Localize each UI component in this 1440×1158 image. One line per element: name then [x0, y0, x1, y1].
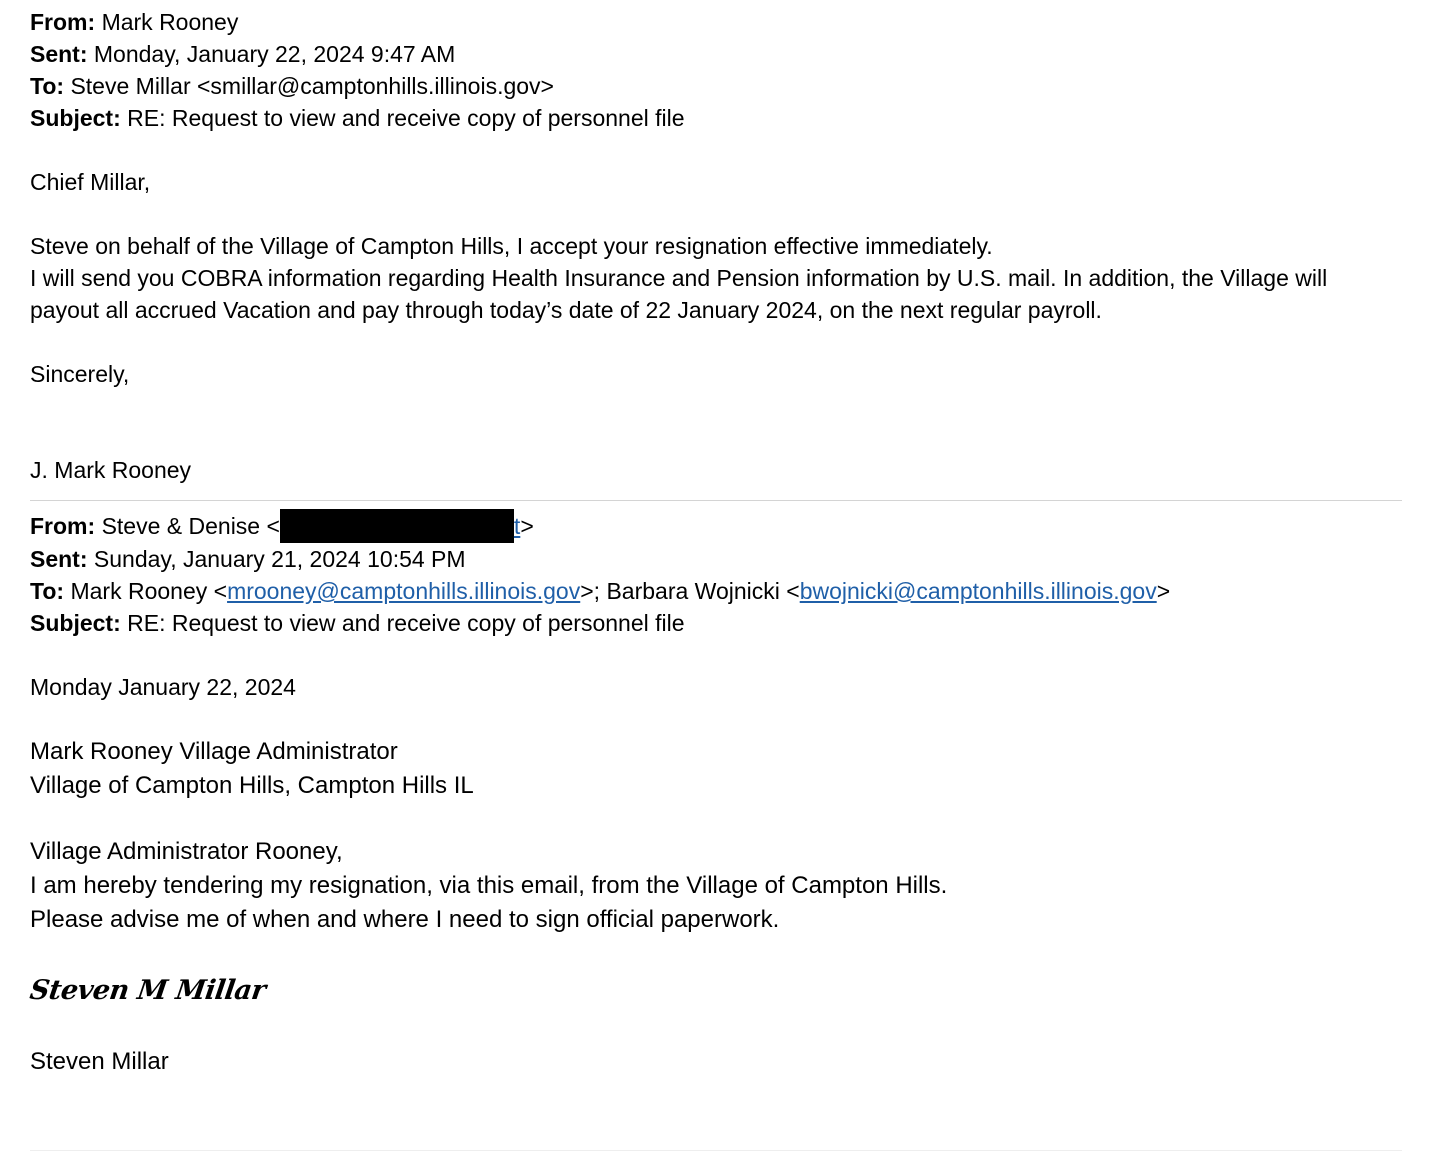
- email2-body-line-1: I am hereby tendering my resignation, via this email, from the Village of Campton Hills.: [30, 872, 948, 899]
- email1-paragraph-2: I will send you COBRA information regarding Health Insurance and Pension information by U.S. mail. In addition, the Village will payout all accrued Vacation and pay through today’s date of 22 January 2024, on the next regular payroll.: [30, 265, 1328, 323]
- addressee-line-1: Mark Rooney Village Administrator: [30, 738, 398, 765]
- email1-paragraph-1: Steve on behalf of the Village of Campton Hills, I accept your resignation effective immediately.: [30, 233, 993, 259]
- subject-value: RE: Request to view and receive copy of personnel file: [127, 105, 685, 131]
- from-close: >: [520, 513, 534, 539]
- email1-signature: J. Mark Rooney: [30, 457, 192, 483]
- to-label: To:: [30, 578, 65, 604]
- from-label: From:: [30, 9, 96, 35]
- sent-line: [30, 543, 1402, 575]
- email-document: [27, 6, 1402, 1079]
- email2-body: [27, 735, 1402, 1079]
- sent-value: Monday, January 22, 2024 9:47 AM: [93, 41, 456, 67]
- email2-greeting: Village Administrator Rooney,: [30, 838, 343, 865]
- subject-value: RE: Request to view and receive copy of personnel file: [127, 610, 685, 636]
- to-line: [30, 575, 1402, 607]
- email-divider: [30, 500, 1402, 501]
- page-bottom-rule: [30, 1150, 1402, 1151]
- email-header-2: [30, 509, 1402, 639]
- to-line: [30, 70, 1402, 102]
- subject-label: Subject:: [30, 610, 121, 636]
- email2-date-line: Monday January 22, 2024: [30, 674, 296, 700]
- email2-signature-name: Steven Millar: [30, 1048, 169, 1075]
- email-header-1: [30, 6, 1402, 134]
- addressee-line-2: Village of Campton Hills, Campton Hills IL: [30, 772, 474, 799]
- email1-closing: Sincerely,: [30, 361, 130, 387]
- sent-line: [30, 38, 1402, 70]
- to-close: >: [1156, 578, 1171, 604]
- to-separator: >; Barbara Wojnicki <: [580, 578, 800, 604]
- subject-line: [30, 102, 1402, 134]
- from-name: Steve & Denise <: [101, 513, 280, 539]
- from-line: [30, 509, 1402, 543]
- email2-body-line-2: Please advise me of when and where I need to sign official paperwork.: [30, 906, 780, 933]
- from-value: Mark Rooney: [101, 9, 239, 35]
- to-email-link-2[interactable]: bwojnicki@camptonhills.illinois.gov: [799, 578, 1157, 604]
- sent-label: Sent:: [30, 546, 88, 572]
- sent-label: Sent:: [30, 41, 88, 67]
- from-email-link-tail[interactable]: t: [513, 513, 521, 539]
- subject-label: Subject:: [30, 105, 121, 131]
- to-email-link-1[interactable]: mrooney@camptonhills.illinois.gov: [227, 578, 581, 604]
- subject-line: [30, 607, 1402, 639]
- to-name-1: Mark Rooney <: [70, 578, 228, 604]
- handwritten-signature: Steven M Millar: [27, 975, 268, 1006]
- from-line: [30, 6, 1402, 38]
- sent-value: Sunday, January 21, 2024 10:54 PM: [93, 546, 466, 572]
- to-label: To:: [30, 73, 65, 99]
- redaction-block: [280, 509, 514, 543]
- from-label: From:: [30, 513, 96, 539]
- email1-greeting: Chief Millar,: [30, 169, 151, 195]
- to-value: Steve Millar <smillar@camptonhills.illinois.gov>: [70, 73, 554, 99]
